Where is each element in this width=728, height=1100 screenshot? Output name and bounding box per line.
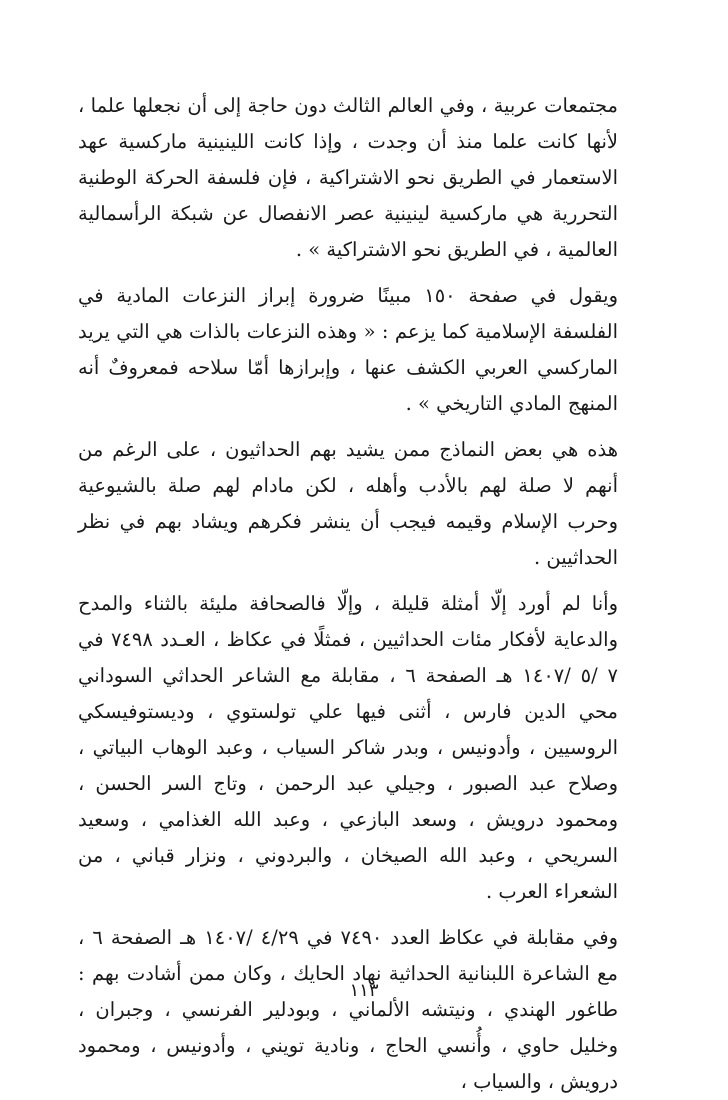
paragraph-spacer	[78, 910, 618, 920]
page-number: ١١٣	[349, 980, 379, 1001]
paragraph-3: هذه هي بعض النماذج ممن يشيد بهم الحداثيون ، على الرغم من أنهم لا صلة لهم بالأدب وأهله ، لكن مادام لهم صلة بالشيوعية وحرب الإسلام وقيمه فيجب أن ينشر فكرهم ويشاد بهم في نظر الحداثيين .	[78, 438, 618, 569]
document-page	[78, 88, 618, 1100]
paragraph-spacer	[78, 422, 618, 432]
paragraph-5: وفي مقابلة في عكاظ العدد ٧٤٩٠ في ٤/٢٩ /١٤٠٧ هـ الصفحة ٦ ، مع الشاعرة اللبنانية الحداثية نهاد الحايك ، وكان ممن أشادت بهم : طاغور الهندي ، ونيتشه الألماني ، وبودلير الفرنسي ، وجبران ، وخليل حاوي ، وأُنسي الحاج ، ونادية تويني ، وأدونيس ، ومحمود درويش ، والسياب ،	[78, 926, 618, 1093]
paragraph-spacer	[78, 268, 618, 278]
paragraph-4: وأنا لم أورد إلّا أمثلة قليلة ، وإلّا فالصحافة مليئة بالثناء والمدح والدعاية لأفكار مئات الحداثيين ، فمثلًا في عكاظ ، العـدد ٧٤٩٨ في ٧ /٥ /١٤٠٧ هـ الصفحة ٦ ، مقابلة مع الشاعر الحداثي السوداني محي الدين فارس ، أثنى فيها علي تولستوي ، وديستوفيسكي الروسيين ، وأدونيس ، وبدر شاكر السياب ، وعبد الوهاب البياتي ، وصلاح عبد الصبور ، وجيلي عبد الرحمن ، وتاج السر الحسن ، ومحمود درويش ، وسعد البازعي ، وعبد الله الغذامي ، وسعيد السريحي ، وعبد الله الصيخان ، والبردوني ، ونزار قباني ، من الشعراء العرب .	[78, 592, 618, 903]
paragraph-2: ويقول في صفحة ١٥٠ مبينًا ضرورة إبراز النزعات المادية في الفلسفة الإسلامية كما يزعم : « وهذه النزعات بالذات هي التي يريد الماركسي العربي الكشف عنها ، وإبرازها أمّا سلاحه فمعروفٌ أنه المنهج المادي التاريخي » .	[78, 284, 618, 415]
paragraph-spacer	[78, 576, 618, 586]
paragraph-1: مجتمعات عربية ، وفي العالم الثالث دون حاجة إلى أن نجعلها علما ، لأنها كانت علما منذ أن وجدت ، وإذا كانت اللينينية ماركسية عهد الاستعمار في الطريق نحو الاشتراكية ، فإن فلسفة الحركة الوطنية التحررية هي ماركسية لينينية عصر الانفصال عن شبكة الرأسمالية العالمية ، في الطريق نحو الاشتراكية » .	[78, 94, 618, 261]
